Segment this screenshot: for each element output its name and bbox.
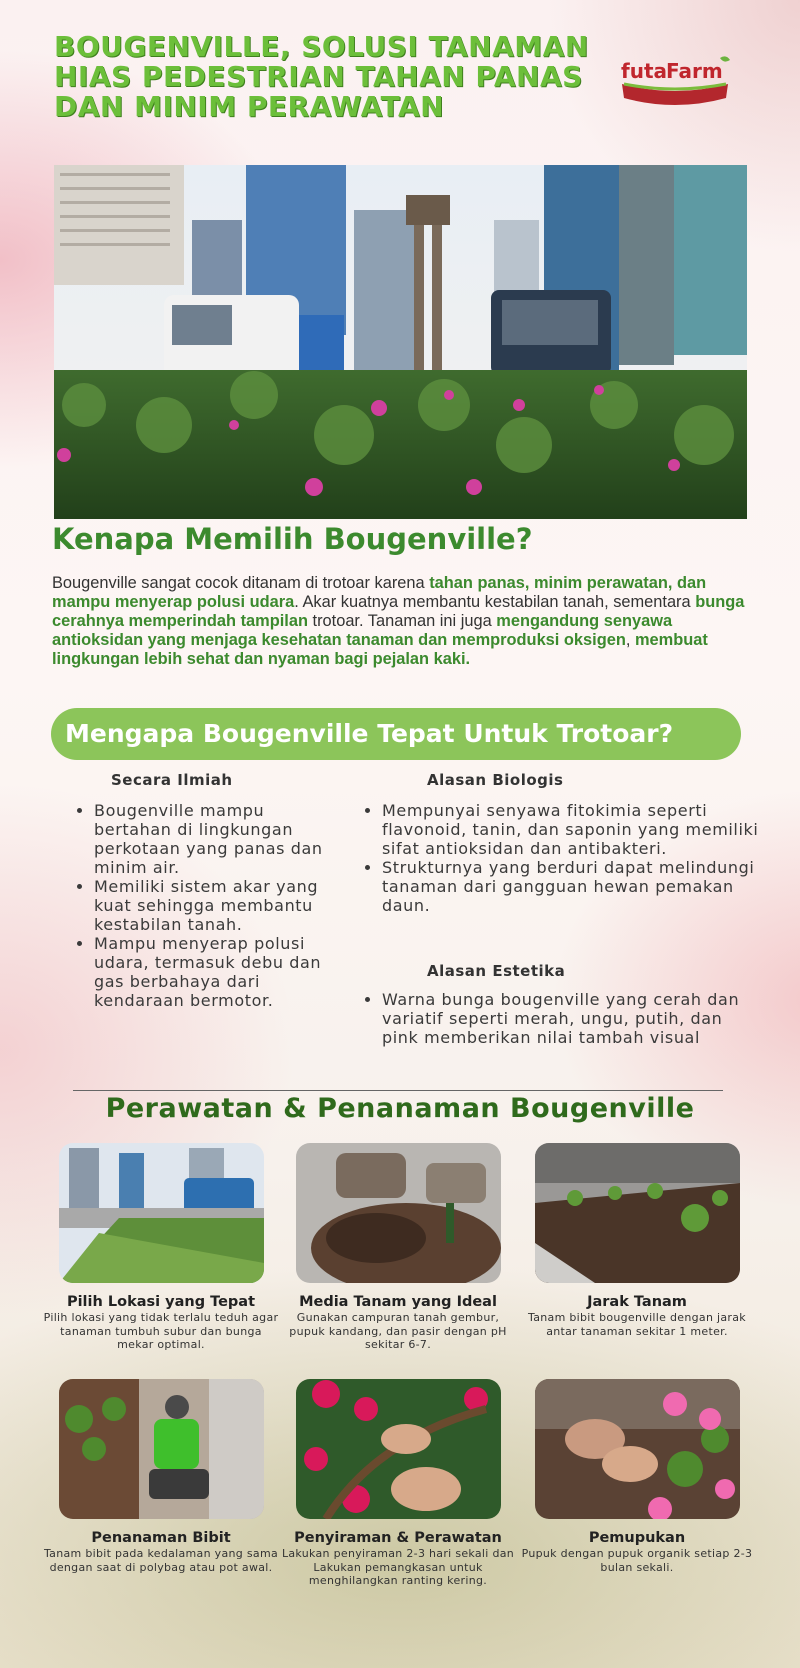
care-card-desc: Pupuk dengan pupuk organik setiap 2-3 bulan sekali. xyxy=(521,1547,753,1574)
intro-highlight-2: bunga cerahnya memperindah tampilan xyxy=(52,593,745,630)
fertilizing-photo xyxy=(535,1379,740,1519)
aesthetic-heading: Alasan Estetika xyxy=(427,962,566,980)
biological-heading: Alasan Biologis xyxy=(427,771,564,789)
care-card-fertilizing xyxy=(519,1379,755,1574)
scientific-list xyxy=(76,801,329,1010)
plant-spacing-photo xyxy=(535,1143,740,1283)
hero-photo-pedestrian-bougainvillea xyxy=(54,165,747,519)
care-card-desc: Lakukan penyiraman 2-3 hari sekali dan Lakukan pemangkasan untuk menghilangkan ranting kering. xyxy=(281,1547,515,1587)
care-heading: Perawatan & Penanaman Bougenville xyxy=(105,1093,695,1124)
why-trotoar-banner: Mengapa Bougenville Tepat Untuk Trotoar? xyxy=(51,708,741,760)
list-item: • Mempunyai senyawa fitokimia seperti flavonoid, tanin, dan saponin yang memiliki sifat antioksidan dan antibakteri. xyxy=(382,801,762,858)
care-card-desc: Pilih lokasi yang tidak terlalu teduh agar tanaman tumbuh subur dan bunga mekar optimal. xyxy=(43,1311,279,1351)
list-item: • Mampu menyerap polusi udara, termasuk debu dan gas berbahaya dari kendaraan bermotor. xyxy=(94,934,329,1010)
intro-highlight-3: mengandung senyawa antioksidan yang menjaga kesehatan tanaman dan memproduksi oksigen xyxy=(52,612,673,649)
care-card-title: Jarak Tanam xyxy=(587,1294,687,1310)
care-card-title: Penanaman Bibit xyxy=(91,1530,231,1546)
logo-text-farm: Farm xyxy=(666,59,723,83)
care-card-title: Pemupukan xyxy=(588,1530,686,1546)
intro-text-4: , xyxy=(625,631,635,649)
scientific-heading: Secara Ilmiah xyxy=(111,771,233,789)
page-title: BOUGENVILLE, SOLUSI TANAMAN HIAS PEDESTRIAN TAHAN PANAS DAN MINIM PERAWATAN xyxy=(54,30,589,123)
care-card-seedling xyxy=(43,1379,279,1574)
list-item: • Strukturnya yang berduri dapat melindungi tanaman dari gangguan hewan pemakan daun. xyxy=(382,858,762,915)
intro-paragraph xyxy=(52,574,752,669)
why-choose-heading: Kenapa Memilih Bougenville? xyxy=(52,522,533,556)
intro-text-1: Bougenville sangat cocok ditanam di trotoar karena xyxy=(52,574,430,592)
list-item: • Memiliki sistem akar yang kuat sehingga membantu kestabilan tanah. xyxy=(94,877,329,934)
care-card-title: Penyiraman & Perawatan xyxy=(294,1530,502,1546)
futafarm-logo xyxy=(618,54,732,110)
soil-media-photo xyxy=(296,1143,501,1283)
intro-text-3: trotoar. Tanaman ini juga xyxy=(307,612,497,630)
care-card-title: Pilih Lokasi yang Tepat xyxy=(66,1294,256,1310)
intro-highlight-1: tahan panas, minim perawatan, dan mampu menyerap polusi udara xyxy=(52,574,707,611)
section-divider xyxy=(73,1090,723,1091)
biological-list xyxy=(364,801,762,915)
list-item: • Bougenville mampu bertahan di lingkungan perkotaan yang panas dan minim air. xyxy=(94,801,329,877)
intro-text-2: . Akar kuatnya membantu kestabilan tanah, sementara xyxy=(294,593,696,611)
care-card-media xyxy=(280,1143,516,1352)
care-card-desc: Gunakan campuran tanah gembur, pupuk kandang, dan pasir dengan pH sekitar 6-7. xyxy=(289,1311,507,1351)
seedling-planting-photo xyxy=(59,1379,264,1519)
location-photo xyxy=(59,1143,264,1283)
logo-text-futa: futa xyxy=(621,59,667,83)
intro-highlight-4: membuat lingkungan lebih sehat dan nyaman bagi pejalan kaki. xyxy=(52,631,708,668)
care-card-watering xyxy=(280,1379,516,1588)
care-card-desc: Tanam bibit bougenville dengan jarak antar tanaman sekitar 1 meter. xyxy=(528,1311,746,1338)
care-card-title: Media Tanam yang Ideal xyxy=(299,1294,497,1310)
list-item: • Warna bunga bougenville yang cerah dan variatif seperti merah, ungu, putih, dan pink memberikan nilai tambah visual xyxy=(382,990,762,1047)
watering-pruning-photo xyxy=(296,1379,501,1519)
care-card-location xyxy=(43,1143,279,1352)
care-card-spacing xyxy=(519,1143,755,1338)
aesthetic-list xyxy=(364,990,762,1047)
care-card-desc: Tanam bibit pada kedalaman yang sama dengan saat di polybag atau pot awal. xyxy=(43,1547,278,1574)
